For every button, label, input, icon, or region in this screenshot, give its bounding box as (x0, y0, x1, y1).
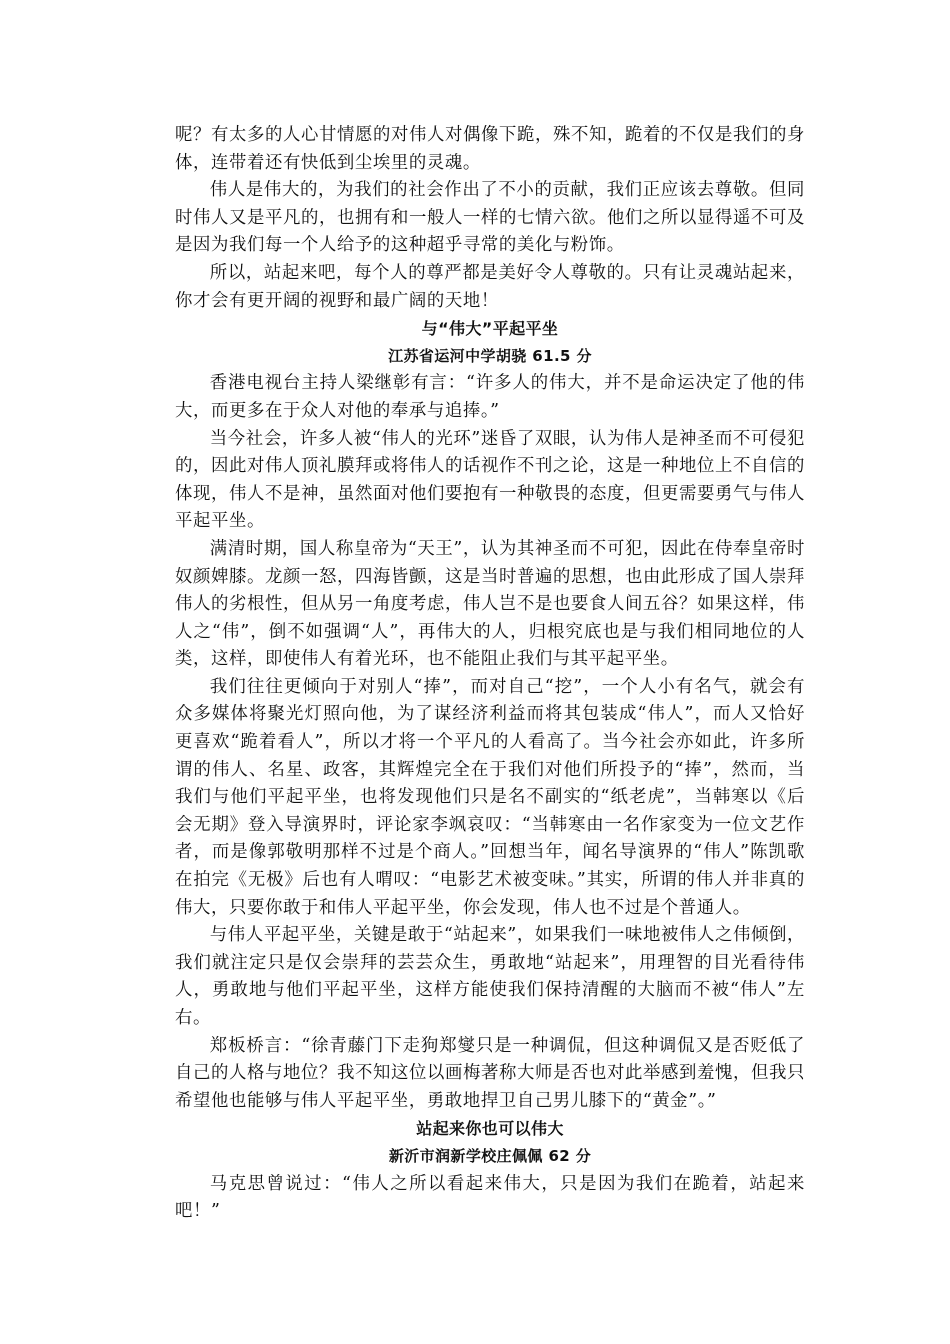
intro-paragraph-3: 所以，站起来吧，每个人的尊严都是美好令人尊敬的。只有让灵魂站起来，你才会有更开阔的视野和最广阔的天地！ (175, 262, 805, 311)
essay1-paragraph: 郑板桥言：“徐青藤门下走狗郑燮只是一种调侃，但这种调侃又是否贬低了自己的人格与地位？我不知这位以画梅著称大师是否也对此举感到羞愧，但我只希望他也能够与伟人平起平坐，勇敢地捍卫自己男儿膝下的“黄金”。” (175, 1035, 805, 1111)
essay2-paragraph: 马克思曾说过：“伟人之所以看起来伟大，只是因为我们在跪着，站起来吧！” (175, 1173, 805, 1222)
document-page (175, 122, 805, 1226)
intro-paragraph-2: 伟人是伟大的，为我们的社会作出了不小的贡献，我们正应该去尊敬。但同时伟人又是平凡的，也拥有和一般人一样的七情六欲。他们之所以显得遥不可及是因为我们每一个人给予的这种超乎寻常的美化与粉饰。 (175, 180, 805, 256)
essay1-paragraph: 当今社会，许多人被“伟人的光环”迷昏了双眼，认为伟人是神圣而不可侵犯的，因此对伟人顶礼膜拜或将伟人的话视作不刊之论，这是一种地位上不自信的体现，伟人不是神，虽然面对他们要抱有一种敬畏的态度，但更需要勇气与伟人平起平坐。 (175, 428, 805, 532)
essay1-paragraph: 香港电视台主持人梁继彰有言：“许多人的伟大，并不是命运决定了他的伟大，而更多在于众人对他的奉承与追捧。” (175, 373, 805, 421)
essay1-paragraph: 我们往往更倾向于对别人“捧”，而对自己“挖”，一个人小有名气，就会有众多媒体将聚光灯照向他，为了谋经济利益而将其包装成“伟人”，而人又恰好更喜欢“跪着看人”，所以才将一个平凡的人看高了。当今社会亦如此，许多所谓的伟人、名星、政客，其辉煌完全在于我们对他们所投予的“捧”，然而，当我们与他们平起平坐，也将发现他们只是名不副实的“纸老虎”，当韩寒以《后会无期》登入导演界时，评论家李飒哀叹：“当韩寒由一名作家变为一位文艺作者，而是像郭敬明那样不过是个商人。”回想当年，闻名导演界的“伟人”陈凯歌在拍完《无极》后也有人喟叹：“电影艺术被变味。”其实，所谓的伟人并非真的伟大，只要你敢于和伟人平起平坐，你会发现，伟人也不过是个普通人。 (175, 676, 805, 918)
essay2-byline: 新沂市润新学校庄佩佩 62 分 (388, 1146, 592, 1165)
essay2-title: 站起来你也可以伟大 (416, 1119, 564, 1139)
essay1-paragraph: 满清时期，国人称皇帝为“天王”，认为其神圣而不可犯，因此在侍奉皇帝时奴颜婢膝。龙颜一怒，四海皆颤，这是当时普遍的思想，也由此形成了国人崇拜伟人的劣根性，但从另一角度考虑，伟人岂不是也要食人间五谷？如果这样，伟人之“伟”，倒不如强调“人”，再伟大的人，归根究底也是与我们相同地位的人类，这样，即使伟人有着光环，也不能阻止我们与其平起平坐。 (175, 538, 805, 670)
essay1-title: 与“伟大”平起平坐 (421, 319, 559, 339)
essay1-paragraph: 与伟人平起平坐，关键是敢于“站起来”，如果我们一味地被伟人之伟倾倒，我们就注定只是仅会崇拜的芸芸众生，勇敢地“站起来”，用理智的目光看待伟人，勇敢地与他们平起平坐，这样方能使我们保持清醒的大脑而不被“伟人”左右。 (175, 925, 805, 1028)
essay1-byline: 江苏省运河中学胡骁 61.5 分 (388, 346, 592, 365)
intro-paragraph-1: 呢？有太多的人心甘情愿的对伟人对偶像下跪，殊不知，跪着的不仅是我们的身体，连带着还有快低到尘埃里的灵魂。 (175, 125, 805, 173)
